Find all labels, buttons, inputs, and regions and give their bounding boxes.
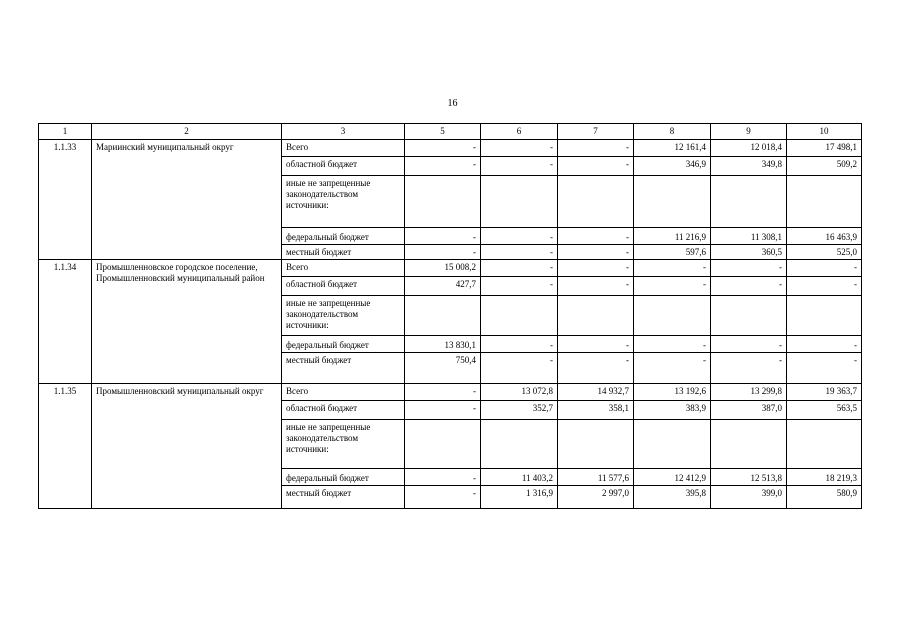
- value-cell: -: [558, 157, 634, 176]
- funding-source-label: местный бюджет: [282, 486, 405, 509]
- value-cell: -: [634, 353, 711, 384]
- value-cell: [558, 420, 634, 469]
- value-cell: [711, 176, 787, 228]
- funding-source-label: областной бюджет: [282, 277, 405, 296]
- column-header: 10: [787, 124, 862, 140]
- header-row: [39, 124, 862, 140]
- funding-source-label: иные не запрещенные законодательством источники:: [282, 420, 405, 469]
- value-cell: -: [405, 228, 481, 245]
- value-cell: 360,5: [711, 245, 787, 260]
- value-cell: [405, 296, 481, 336]
- value-cell: 11 308,1: [711, 228, 787, 245]
- value-cell: [405, 176, 481, 228]
- value-cell: 358,1: [558, 401, 634, 420]
- value-cell: -: [711, 336, 787, 353]
- value-cell: 399,0: [711, 486, 787, 509]
- value-cell: 13 072,8: [481, 384, 558, 401]
- value-cell: -: [787, 277, 862, 296]
- value-cell: -: [787, 336, 862, 353]
- funding-source-label: Всего: [282, 384, 405, 401]
- value-cell: -: [558, 336, 634, 353]
- value-cell: [634, 420, 711, 469]
- value-cell: 563,5: [787, 401, 862, 420]
- funding-source-label: областной бюджет: [282, 401, 405, 420]
- value-cell: 15 008,2: [405, 260, 481, 277]
- funding-source-label: иные не запрещенные законодательством источники:: [282, 176, 405, 228]
- funding-source-label: иные не запрещенные законодательством источники:: [282, 296, 405, 336]
- funding-source-label: Всего: [282, 140, 405, 157]
- value-cell: -: [558, 260, 634, 277]
- funding-source-label: местный бюджет: [282, 245, 405, 260]
- value-cell: -: [481, 245, 558, 260]
- value-cell: -: [558, 277, 634, 296]
- value-cell: 11 577,6: [558, 469, 634, 486]
- value-cell: [558, 296, 634, 336]
- column-header: 3: [282, 124, 405, 140]
- value-cell: 12 018,4: [711, 140, 787, 157]
- table-row: [39, 384, 862, 401]
- value-cell: [634, 176, 711, 228]
- value-cell: 597,6: [634, 245, 711, 260]
- item-name: Промышленновский муниципальный округ: [92, 384, 282, 509]
- value-cell: -: [481, 140, 558, 157]
- value-cell: 580,9: [787, 486, 862, 509]
- value-cell: 509,2: [787, 157, 862, 176]
- value-cell: -: [405, 469, 481, 486]
- value-cell: [634, 296, 711, 336]
- value-cell: -: [711, 260, 787, 277]
- value-cell: -: [405, 140, 481, 157]
- value-cell: 427,7: [405, 277, 481, 296]
- column-header: 9: [711, 124, 787, 140]
- table-row: [39, 140, 862, 157]
- value-cell: 395,8: [634, 486, 711, 509]
- value-cell: -: [787, 260, 862, 277]
- value-cell: -: [405, 384, 481, 401]
- value-cell: -: [634, 277, 711, 296]
- value-cell: 12 513,8: [711, 469, 787, 486]
- item-name: Промышленновское городское поселение, Промышленновский муниципальный район: [92, 260, 282, 384]
- value-cell: -: [787, 353, 862, 384]
- value-cell: -: [558, 140, 634, 157]
- item-code: 1.1.33: [39, 140, 92, 260]
- value-cell: -: [481, 353, 558, 384]
- value-cell: [558, 176, 634, 228]
- value-cell: [481, 176, 558, 228]
- value-cell: 383,9: [634, 401, 711, 420]
- value-cell: 750,4: [405, 353, 481, 384]
- item-code: 1.1.35: [39, 384, 92, 509]
- value-cell: -: [405, 245, 481, 260]
- column-header: 6: [481, 124, 558, 140]
- value-cell: -: [481, 277, 558, 296]
- item-code: 1.1.34: [39, 260, 92, 384]
- item-name: Мариинский муниципальный округ: [92, 140, 282, 260]
- value-cell: -: [481, 336, 558, 353]
- value-cell: [787, 176, 862, 228]
- value-cell: -: [405, 401, 481, 420]
- value-cell: -: [634, 260, 711, 277]
- column-header: 2: [92, 124, 282, 140]
- value-cell: 525,0: [787, 245, 862, 260]
- value-cell: 12 412,9: [634, 469, 711, 486]
- value-cell: 17 498,1: [787, 140, 862, 157]
- table-row: [39, 260, 862, 277]
- value-cell: 19 363,7: [787, 384, 862, 401]
- value-cell: 352,7: [481, 401, 558, 420]
- value-cell: -: [481, 157, 558, 176]
- value-cell: 2 997,0: [558, 486, 634, 509]
- value-cell: -: [711, 277, 787, 296]
- column-header: 1: [39, 124, 92, 140]
- column-header: 5: [405, 124, 481, 140]
- value-cell: [787, 296, 862, 336]
- page-number: 16: [447, 98, 458, 109]
- value-cell: -: [558, 228, 634, 245]
- funding-source-label: Всего: [282, 260, 405, 277]
- value-cell: -: [558, 353, 634, 384]
- value-cell: [481, 296, 558, 336]
- value-cell: 14 932,7: [558, 384, 634, 401]
- value-cell: [405, 420, 481, 469]
- value-cell: [787, 420, 862, 469]
- value-cell: -: [558, 245, 634, 260]
- value-cell: [481, 420, 558, 469]
- funding-source-label: областной бюджет: [282, 157, 405, 176]
- value-cell: 13 299,8: [711, 384, 787, 401]
- value-cell: -: [481, 228, 558, 245]
- value-cell: 11 403,2: [481, 469, 558, 486]
- value-cell: -: [711, 353, 787, 384]
- value-cell: 12 161,4: [634, 140, 711, 157]
- budget-table: [38, 123, 862, 509]
- value-cell: 346,9: [634, 157, 711, 176]
- value-cell: 18 219,3: [787, 469, 862, 486]
- funding-source-label: федеральный бюджет: [282, 469, 405, 486]
- value-cell: 13 192,6: [634, 384, 711, 401]
- value-cell: 1 316,9: [481, 486, 558, 509]
- value-cell: 13 830,1: [405, 336, 481, 353]
- value-cell: -: [405, 157, 481, 176]
- column-header: 7: [558, 124, 634, 140]
- value-cell: 16 463,9: [787, 228, 862, 245]
- funding-source-label: федеральный бюджет: [282, 228, 405, 245]
- value-cell: 349,8: [711, 157, 787, 176]
- value-cell: [711, 296, 787, 336]
- value-cell: -: [405, 486, 481, 509]
- value-cell: -: [634, 336, 711, 353]
- value-cell: 387,0: [711, 401, 787, 420]
- funding-source-label: федеральный бюджет: [282, 336, 405, 353]
- value-cell: -: [481, 260, 558, 277]
- funding-source-label: местный бюджет: [282, 353, 405, 384]
- value-cell: [711, 420, 787, 469]
- value-cell: 11 216,9: [634, 228, 711, 245]
- column-header: 8: [634, 124, 711, 140]
